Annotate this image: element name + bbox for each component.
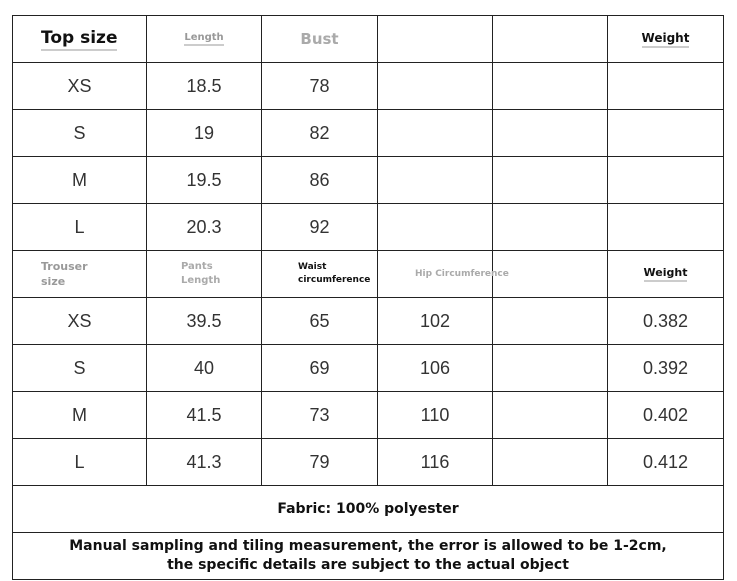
size-chart xyxy=(12,15,723,580)
length-cell: 18.5 xyxy=(147,63,262,110)
empty-cell xyxy=(493,157,608,204)
pants-length-cell: 41.3 xyxy=(147,439,262,486)
empty-header-cell xyxy=(378,16,493,63)
table-row xyxy=(13,345,724,392)
length-cell: 19 xyxy=(147,110,262,157)
measurement-disclaimer: Manual sampling and tiling measurement, the error is allowed to be 1-2cm, the specific details are subject to the actual object xyxy=(13,533,724,580)
empty-cell xyxy=(493,298,608,345)
top-size-header: Top size xyxy=(13,16,147,63)
hip-circumference-header: Hip Circumference xyxy=(378,251,493,298)
weight-cell xyxy=(608,63,724,110)
weight-cell xyxy=(608,110,724,157)
pants-length-cell: 41.5 xyxy=(147,392,262,439)
bust-cell: 78 xyxy=(262,63,378,110)
table-row xyxy=(13,298,724,345)
trouser-header-row xyxy=(13,251,724,298)
weight-cell: 0.402 xyxy=(608,392,724,439)
empty-cell xyxy=(493,204,608,251)
waist-cell: 65 xyxy=(262,298,378,345)
bust-header: Bust xyxy=(262,16,378,63)
size-table xyxy=(12,15,724,580)
size-cell: S xyxy=(13,110,147,157)
weight-header: Weight xyxy=(608,16,724,63)
waist-cell: 69 xyxy=(262,345,378,392)
table-row xyxy=(13,204,724,251)
empty-cell xyxy=(378,157,493,204)
weight-cell xyxy=(608,204,724,251)
weight-cell: 0.392 xyxy=(608,345,724,392)
table-row xyxy=(13,63,724,110)
empty-cell xyxy=(493,392,608,439)
bust-cell: 82 xyxy=(262,110,378,157)
disclaimer-row xyxy=(13,533,724,580)
fabric-note: Fabric: 100% polyester xyxy=(13,486,724,533)
empty-cell xyxy=(493,110,608,157)
size-cell: L xyxy=(13,439,147,486)
waist-circumference-header: Waist circumference xyxy=(262,251,378,298)
top-header-row xyxy=(13,16,724,63)
trouser-size-header: Trouser size xyxy=(13,251,147,298)
empty-cell xyxy=(493,345,608,392)
length-header: Length xyxy=(147,16,262,63)
size-cell: XS xyxy=(13,298,147,345)
length-cell: 19.5 xyxy=(147,157,262,204)
table-row xyxy=(13,392,724,439)
empty-cell xyxy=(378,110,493,157)
waist-cell: 79 xyxy=(262,439,378,486)
size-cell: L xyxy=(13,204,147,251)
bust-cell: 92 xyxy=(262,204,378,251)
weight-cell: 0.382 xyxy=(608,298,724,345)
size-cell: M xyxy=(13,392,147,439)
length-cell: 20.3 xyxy=(147,204,262,251)
empty-cell xyxy=(378,204,493,251)
size-cell: S xyxy=(13,345,147,392)
trouser-weight-header: Weight xyxy=(608,251,724,298)
table-row xyxy=(13,157,724,204)
waist-cell: 73 xyxy=(262,392,378,439)
empty-cell xyxy=(493,63,608,110)
table-row xyxy=(13,110,724,157)
empty-cell xyxy=(378,63,493,110)
table-row xyxy=(13,439,724,486)
weight-cell: 0.412 xyxy=(608,439,724,486)
empty-cell xyxy=(493,439,608,486)
hip-cell: 110 xyxy=(378,392,493,439)
empty-header-cell xyxy=(493,16,608,63)
hip-cell: 102 xyxy=(378,298,493,345)
pants-length-cell: 40 xyxy=(147,345,262,392)
bust-cell: 86 xyxy=(262,157,378,204)
pants-length-header: Pants Length xyxy=(147,251,262,298)
size-cell: M xyxy=(13,157,147,204)
weight-cell xyxy=(608,157,724,204)
size-cell: XS xyxy=(13,63,147,110)
hip-cell: 106 xyxy=(378,345,493,392)
fabric-row xyxy=(13,486,724,533)
empty-header-cell xyxy=(493,251,608,298)
pants-length-cell: 39.5 xyxy=(147,298,262,345)
hip-cell: 116 xyxy=(378,439,493,486)
